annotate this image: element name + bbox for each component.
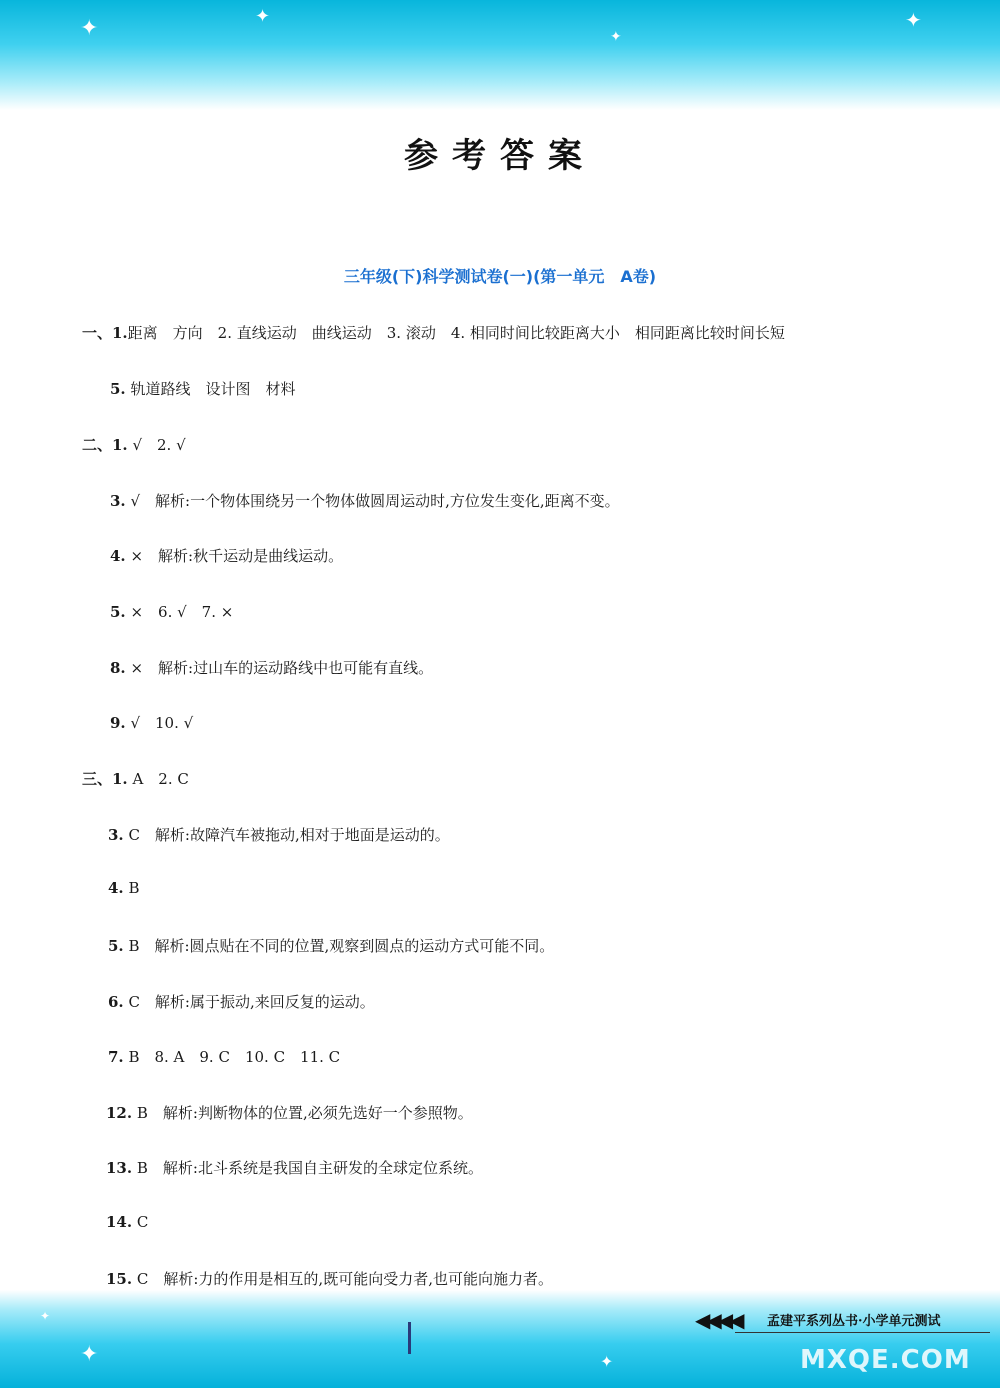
sparkle-icon: ✦ [255,6,271,27]
footer-rule [735,1332,990,1333]
answer-text: × 解析:过山车的运动路线中也可能有直线。 [130,659,434,677]
answer-text: 轨道路线 设计图 材料 [130,380,296,398]
answer-line [82,322,785,343]
answer-text: C 解析:故障汽车被拖动,相对于地面是运动的。 [128,826,450,844]
answer-line [108,935,554,956]
answer-number: 15. [106,1270,133,1288]
answer-number: 14. [106,1213,133,1231]
answer-line [110,378,295,399]
answer-number: 13. [106,1159,133,1177]
answer-line [108,991,375,1012]
answer-text: 距离 方向 2. 直线运动 曲线运动 3. 滚动 4. 相同时间比较距离大小 相同距离比较时间长短 [127,324,785,342]
answer-line [82,434,186,455]
answer-text: √ 解析:一个物体围绕另一个物体做圆周运动时,方位发生变化,距离不变。 [130,492,620,510]
sparkle-icon: ✦ [80,16,99,41]
answer-text: C [136,1213,149,1231]
answer-text: √ 10. √ [130,714,194,732]
sparkle-icon: ✦ [80,1342,99,1367]
answer-line [108,1046,340,1067]
answer-line [110,601,233,622]
footer-series-title: 孟建平系列丛书·小学单元测试 [767,1314,941,1329]
answer-text: C 解析:属于振动,来回反复的运动。 [128,993,375,1011]
answer-line [106,1213,148,1231]
answer-line [110,490,620,511]
answer-number: 5. [110,380,126,398]
answer-text: B 8. A 9. C 10. C 11. C [128,1048,341,1066]
answer-number: 5. [108,937,124,955]
page-footer [695,1304,995,1334]
answer-number: 7. [108,1048,124,1066]
answer-text: B 解析:北斗系统是我国自主研发的全球定位系统。 [136,1159,483,1177]
answer-text: A 2. C [132,770,189,788]
answer-number: 8. [110,659,126,677]
answer-text: C 解析:力的作用是相互的,既可能向受力者,也可能向施力者。 [136,1270,553,1288]
answer-number: 4. [110,547,126,565]
answer-line [106,1157,483,1178]
answer-number: 12. [106,1104,133,1122]
answer-number: 9. [110,714,126,732]
answer-number: 二、1. [82,436,128,454]
sparkle-icon: ✦ [40,1309,51,1323]
answer-line [108,879,139,897]
sparkle-icon: ✦ [610,29,622,45]
answer-number: 3. [110,492,126,510]
test-subtitle: 三年级(下)科学测试卷(一)(第一单元 A卷) [343,267,657,286]
watermark: MXQE.COM [800,1345,971,1375]
answer-line [110,545,343,566]
answer-number: 3. [108,826,124,844]
ink-mark [408,1322,411,1354]
answer-text: √ 2. √ [132,436,186,454]
answer-text: B [128,879,140,897]
answer-line [106,1102,473,1123]
answer-line [106,1268,553,1289]
answer-line [108,824,450,845]
answer-text: × 解析:秋千运动是曲线运动。 [130,547,344,565]
answer-number: 三、1. [82,770,128,788]
arrow-left-icon: ◀◀◀◀ [695,1308,741,1332]
answer-line [110,657,433,678]
answer-text: B 解析:圆点贴在不同的位置,观察到圆点的运动方式可能不同。 [128,937,555,955]
answer-number: 6. [108,993,124,1011]
sparkle-icon: ✦ [905,8,922,32]
answer-number: 一、1. [82,324,128,342]
answer-line [110,712,193,733]
answer-line [82,768,189,789]
sparkle-icon: ✦ [600,1352,614,1371]
page-title: 参考答案 [404,136,596,176]
answer-number: 4. [108,879,124,897]
top-decorative-band [0,0,1000,110]
answer-text: B 解析:判断物体的位置,必须先选好一个参照物。 [136,1104,473,1122]
answer-text: × 6. √ 7. × [130,603,234,621]
answer-number: 5. [110,603,126,621]
